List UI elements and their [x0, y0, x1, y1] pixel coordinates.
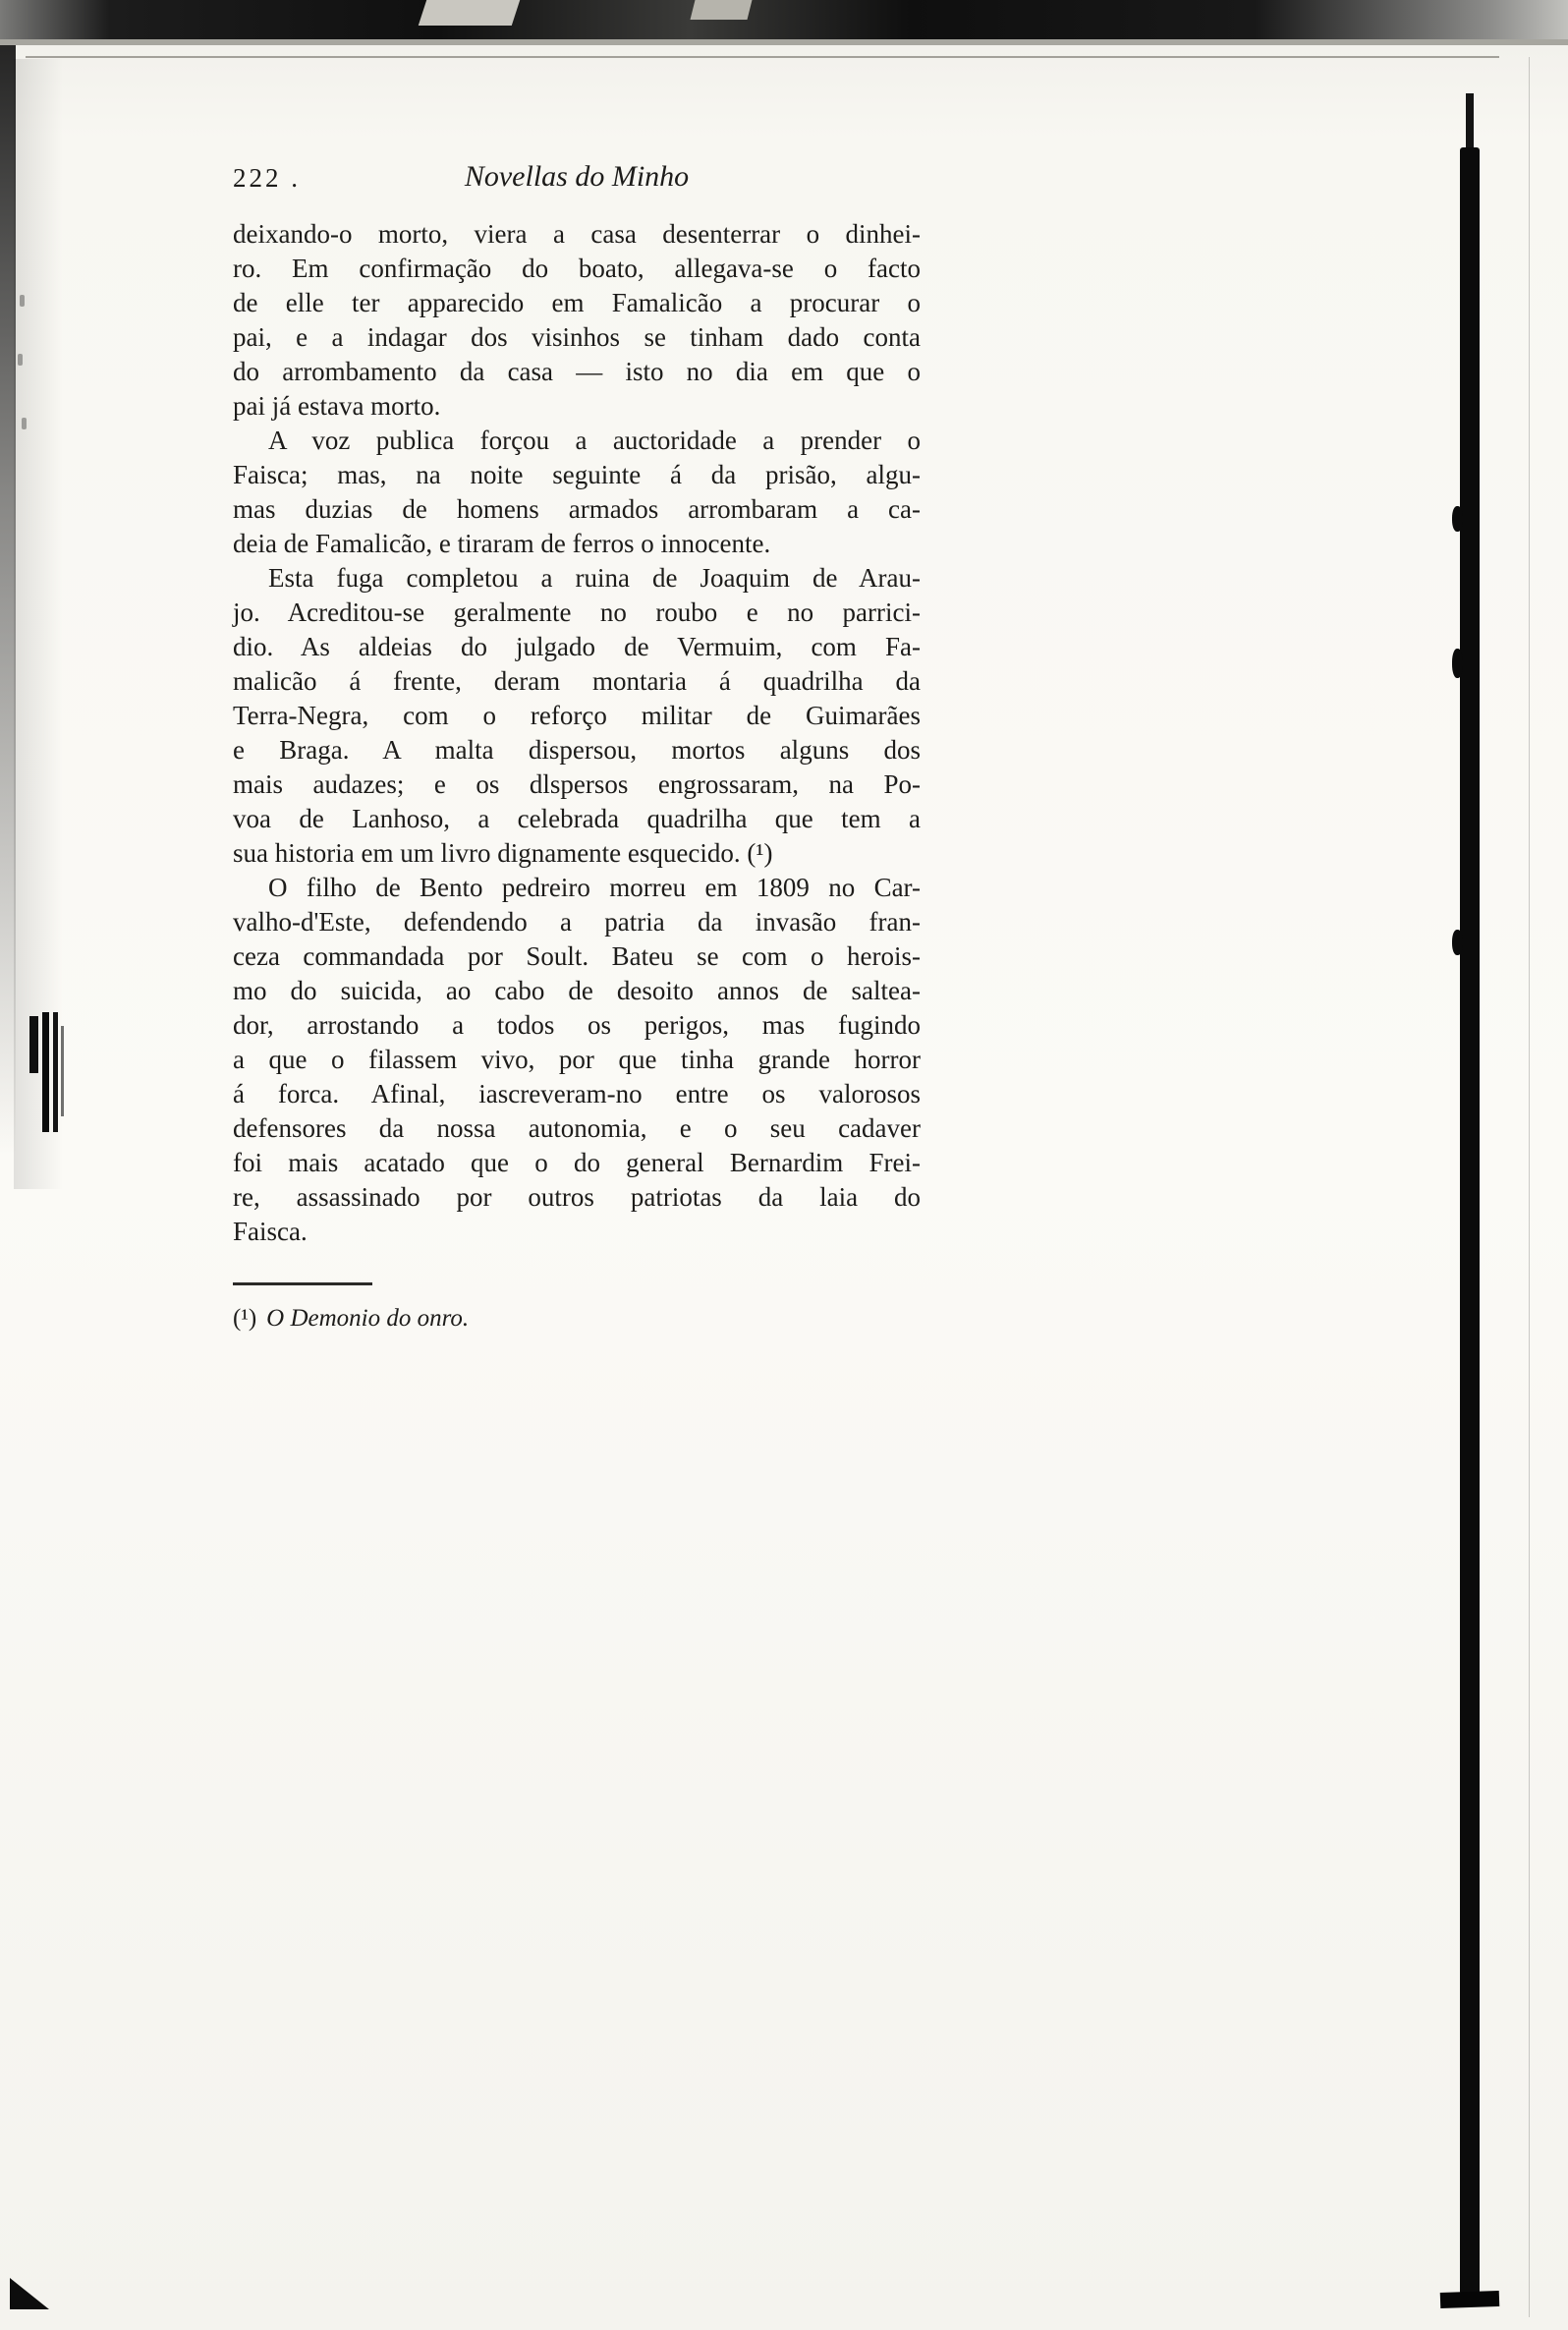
text-line: mas duzias de homens armados arrombaram a ca-	[233, 494, 921, 524]
text-line: á forca. Afinal, iascreveram-no entre os valorosos	[233, 1079, 921, 1108]
body-text	[233, 217, 921, 1249]
footnote-marker: (¹)	[233, 1305, 257, 1332]
text-line: deixando-o morto, viera a casa desenterrar o dinhei-	[233, 219, 921, 249]
text-line: a que o filassem vivo, por que tinha grande horror	[233, 1045, 921, 1074]
text-line: malicão á frente, deram montaria á quadrilha da	[233, 666, 921, 696]
scan-speck	[18, 354, 23, 366]
scan-speck	[22, 418, 27, 429]
ink-bar	[61, 1026, 64, 1116]
paragraph	[233, 217, 921, 424]
text-line: Esta fuga completou a ruina de Joaquim de Arau-	[268, 563, 921, 593]
text-line: dio. As aldeias do julgado de Vermuim, com Fa-	[233, 632, 921, 661]
paragraph	[233, 871, 921, 1249]
scan-ink-blob	[1452, 649, 1463, 678]
text-line: Faisca.	[233, 1217, 308, 1246]
text-line: ceza commandada por Soult. Bateu se com o herois-	[233, 941, 921, 971]
text-line: A voz publica forçou a auctoridade a prender o	[268, 426, 921, 455]
text-line: pai, e a indagar dos visinhos se tinham dado conta	[233, 322, 921, 352]
scan-top-strip	[0, 39, 1568, 45]
text-line: mo do suicida, ao cabo de desoito annos de saltea-	[233, 976, 921, 1005]
scan-ink-bars	[29, 1012, 88, 1140]
text-line: ro. Em confirmação do boato, allegava-se o facto	[233, 254, 921, 283]
text-line: dor, arrostando a todos os perigos, mas fugindo	[233, 1010, 921, 1040]
scan-top-band	[0, 0, 1568, 39]
text-line: pai já estava morto.	[233, 391, 441, 421]
scan-ink-blob	[1452, 930, 1463, 955]
ink-bar	[53, 1012, 58, 1132]
ink-bar	[29, 1016, 38, 1073]
footnote	[233, 1305, 921, 1333]
text-line: O filho de Bento pedreiro morreu em 1809 no Car-	[268, 873, 921, 902]
page-frame-top-line	[26, 56, 1499, 58]
paragraph	[233, 561, 921, 871]
scan-paper-gap	[419, 0, 520, 26]
scan-speck	[20, 295, 25, 307]
page-frame-right-line	[1529, 57, 1530, 2317]
scan-ink-blob	[1452, 506, 1463, 532]
text-line: Terra-Negra, com o reforço militar de Guimarães	[233, 701, 921, 730]
page-number: 222 .	[233, 163, 301, 193]
scan-right-bar-foot	[1440, 2291, 1500, 2308]
text-line: Faisca; mas, na noite seguinte á da prisão, algu-	[233, 460, 921, 489]
text-line: jo. Acreditou-se geralmente no roubo e no parrici-	[233, 597, 921, 627]
footnote-text: O Demonio do onro.	[266, 1305, 470, 1332]
text-line: e Braga. A malta dispersou, mortos alguns dos	[233, 735, 921, 765]
text-line: defensores da nossa autonomia, e o seu cadaver	[233, 1113, 921, 1143]
scan-right-bar-taper	[1466, 93, 1474, 154]
footnote-rule	[233, 1282, 372, 1285]
text-line: de elle ter apparecido em Famalicão a procurar o	[233, 288, 921, 317]
ink-bar	[42, 1012, 49, 1132]
text-line: valho-d'Este, defendendo a patria da invasão fran-	[233, 907, 921, 937]
page-text-block	[233, 160, 921, 1333]
scan-paper-gap	[691, 0, 753, 20]
scan-corner-triangle	[10, 2278, 49, 2309]
page-title: Novellas do Minho	[464, 160, 690, 193]
text-line: foi mais acatado que o do general Bernardim Frei-	[233, 1148, 921, 1177]
scan-right-black-bar	[1460, 147, 1480, 2295]
paragraph	[233, 424, 921, 561]
text-line: voa de Lanhoso, a celebrada quadrilha que tem a	[233, 804, 921, 833]
text-line: do arrombamento da casa — isto no dia em que o	[233, 357, 921, 386]
text-line: mais audazes; e os dlspersos engrossaram, na Po-	[233, 769, 921, 799]
page-header	[233, 160, 921, 201]
text-line: re, assassinado por outros patriotas da laia do	[233, 1182, 921, 1212]
text-line: deia de Famalicão, e tiraram de ferros o innocente.	[233, 529, 771, 558]
text-line: sua historia em um livro dignamente esquecido. (¹)	[233, 838, 773, 868]
